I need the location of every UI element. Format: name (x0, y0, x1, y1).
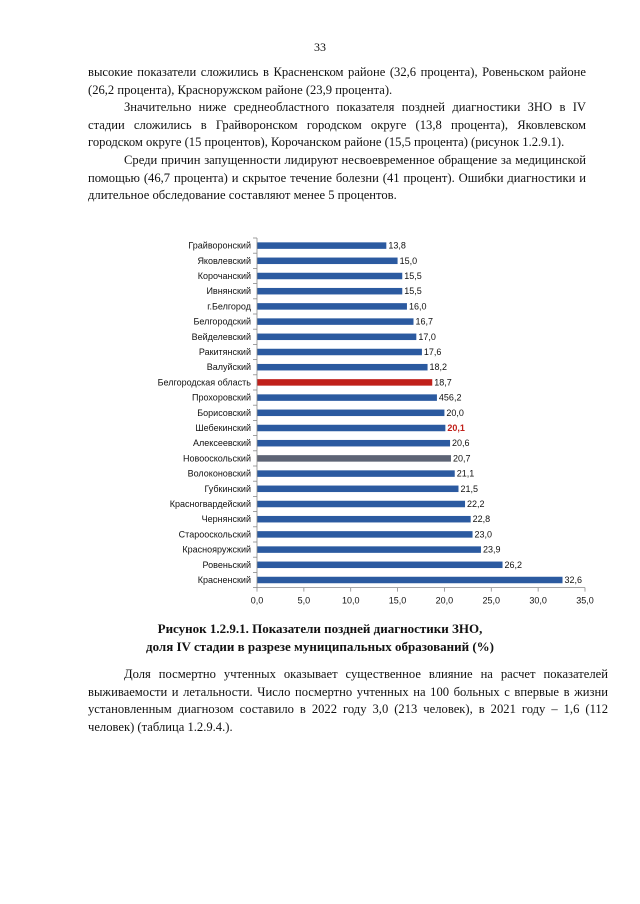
bar (257, 486, 458, 493)
intro-text (88, 64, 586, 205)
figure-caption (0, 620, 640, 656)
x-tick-label: 35,0 (576, 595, 594, 606)
bar (257, 562, 503, 569)
category-label: Старооскольский (178, 529, 251, 540)
value-label: 32,6 (564, 575, 583, 585)
bar (257, 242, 386, 249)
x-tick-label: 30,0 (529, 595, 547, 606)
paragraph-2: Значительно ниже среднеобластного показателя поздней диагностики ЗНО в IV стадии сложились в Грайворонском городском округе (13,8 процента), Яковлевском городском округе (15 процентов), Корочанском районе (15,5 процента) (рисунок 1.2.9.1). (88, 100, 586, 150)
category-label: Ивнянский (206, 286, 251, 297)
value-label: 13,8 (388, 240, 406, 251)
category-label: Красненский (197, 575, 251, 585)
category-label: Белгородская область (157, 377, 251, 388)
category-label: Ровеньский (202, 559, 251, 570)
value-label: 22,2 (467, 499, 485, 509)
category-label: Алексеевский (193, 438, 251, 449)
x-tick-label: 15,0 (388, 595, 407, 606)
value-label: 22,8 (472, 514, 491, 525)
category-label: Волоконовский (187, 468, 251, 479)
value-label: 26,2 (504, 559, 523, 570)
bar (257, 258, 398, 265)
value-label: 456,2 (438, 392, 462, 403)
late-diagnosis-bar-chart (130, 236, 600, 611)
value-label: 16,7 (415, 316, 434, 327)
value-label: 15,5 (404, 271, 422, 281)
bar (257, 440, 450, 447)
category-label: Грайворонский (188, 240, 251, 251)
category-label: Шебекинский (195, 423, 251, 433)
value-label: 16,0 (408, 301, 427, 312)
bar (257, 516, 471, 523)
value-label: 23,0 (474, 529, 493, 540)
bar (257, 501, 465, 508)
bar (257, 577, 563, 584)
bar (257, 425, 445, 432)
x-tick-label: 20,0 (435, 595, 454, 606)
value-label: 15,5 (404, 286, 422, 297)
value-label: 21,5 (460, 483, 479, 494)
paragraph-1: высокие показатели сложились в Красненском районе (32,6 процента), Ровеньском районе (26,2 процента), Красноружском районе (23,9 процента). (88, 65, 586, 97)
x-tick-label: 10,0 (341, 595, 360, 606)
category-label: Валуйский (206, 362, 251, 373)
bar (257, 410, 444, 417)
bar (257, 455, 451, 462)
bar (257, 349, 422, 356)
bar (257, 379, 432, 386)
value-label: 20,6 (452, 438, 470, 449)
value-label: 20,1 (447, 423, 465, 433)
category-label: Борисовский (197, 407, 251, 418)
category-label: Ракитянский (198, 347, 251, 357)
value-label: 20,0 (446, 407, 464, 418)
paragraph-4: Доля посмертно учтенных оказывает существенное влияние на расчет показателей выживаемости и летальности. Число посмертно учтенных на 100 больных с впервые в жизни установленным диагнозом составило в 2022 году 3,0 (213 человек), в 2021 году – 1,6 (112 человек) (таблица 1.2.9.4.). (88, 667, 608, 734)
category-label: Белгородский (193, 316, 251, 327)
x-tick-label: 5,0 (297, 595, 311, 606)
category-label: Яковлевский (197, 255, 251, 266)
bar (257, 364, 428, 371)
category-label: Прохоровский (192, 392, 251, 403)
category-label: Вейделевский (191, 331, 251, 342)
category-label: Корочанский (197, 271, 251, 281)
value-label: 17,0 (418, 331, 436, 342)
value-label: 17,6 (423, 347, 442, 357)
bar (257, 273, 402, 280)
category-label: Губкинский (204, 483, 251, 494)
category-label: Красногвардейский (169, 499, 251, 509)
x-tick-label: 0,0 (250, 595, 264, 606)
bar (257, 531, 473, 538)
bar (257, 303, 407, 310)
bar (257, 318, 414, 325)
bar (257, 546, 481, 553)
bar (257, 470, 455, 477)
outro-text (88, 666, 608, 736)
caption-line-1: Рисунок 1.2.9.1. Показатели поздней диагностики ЗНО, (157, 621, 483, 636)
bar (257, 394, 437, 401)
bar (257, 334, 416, 341)
paragraph-3: Среди причин запущенности лидируют несвоевременное обращение за медицинской помощью (46,7 процента) и скрытое течение болезни (41 процент). Ошибки диагностики и длительное обследование составляют менее 5 процентов. (88, 152, 586, 203)
category-label: Новооскольский (183, 453, 251, 464)
category-label: Краснояружский (182, 544, 251, 555)
value-label: 15,0 (399, 255, 418, 266)
value-label: 21,1 (456, 468, 475, 479)
bar (257, 288, 402, 295)
category-label: Чернянский (201, 514, 251, 525)
caption-line-2: доля IV стадии в разрезе муниципальных образований (%) (146, 639, 494, 654)
x-tick-label: 25,0 (482, 595, 501, 606)
value-label: 18,7 (434, 377, 452, 388)
category-label: г.Белгород (207, 301, 251, 312)
value-label: 18,2 (429, 362, 448, 373)
value-label: 20,7 (452, 453, 471, 464)
value-label: 23,9 (482, 544, 501, 555)
page-number: 33 (314, 40, 326, 54)
